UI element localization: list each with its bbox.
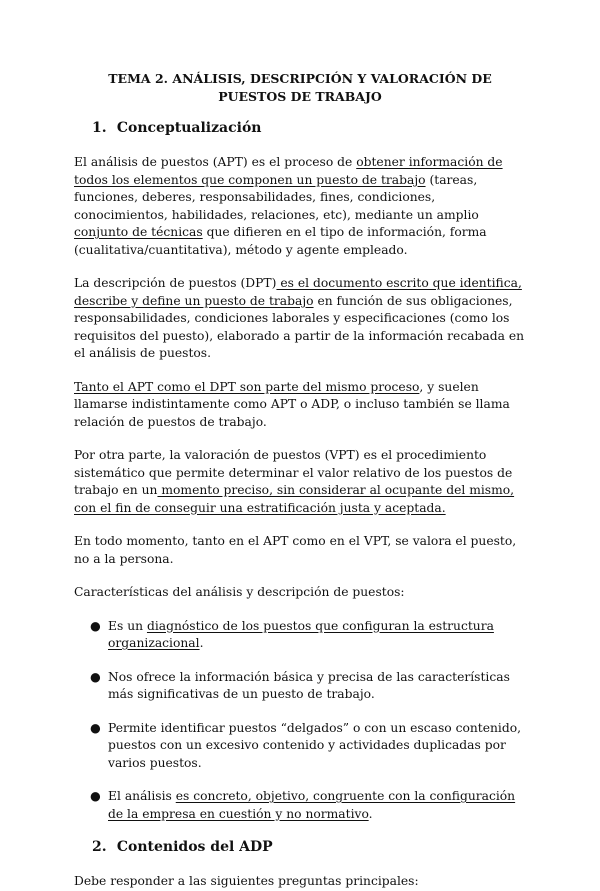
text-run: Permite identificar puestos “delgados” o con un escaso contenido, puestos con un excesivo contenido y actividades duplicadas por varios puestos. (108, 720, 522, 770)
underlined-text: diagnóstico de los puestos que configuran la estructura organizacional (108, 618, 494, 650)
list-item (90, 669, 526, 704)
text-run: . (368, 806, 373, 821)
list-item (90, 788, 526, 823)
paragraph-apt-dpt-relation (74, 379, 526, 432)
text-run: en función de sus obligaciones, responsabilidades, condiciones laborales y especificaciones (como los requisitos del puesto), elaborado a partir de la información recabada en el análisis de puestos. (74, 293, 525, 360)
paragraph-questions-intro: Debe responder a las siguientes preguntas principales: (74, 874, 419, 888)
section-label: Contenidos del ADP (116, 839, 273, 855)
text-run: que difieren en el tipo de información, forma (cualitativa/cuantitativa), método y agente empleado. (74, 225, 487, 257)
paragraph-vpt-definition (74, 447, 526, 517)
text-run: La descripción de puestos (DPT) (74, 276, 277, 290)
text-run: El análisis de puestos (APT) es el proceso de (74, 155, 357, 169)
bullet-icon: ● (90, 618, 101, 633)
underlined-text: momento preciso, sin considerar al ocupante del mismo, con el fin de conseguir una estratificación justa y aceptada. (74, 483, 515, 515)
underlined-text: conjunto de técnicas (74, 225, 203, 239)
characteristics-list (74, 618, 526, 824)
paragraph-valuation-note: En todo momento, tanto en el APT como en el VPT, se valora el puesto, no a la persona. (74, 534, 517, 566)
section-label: Conceptualización (116, 120, 262, 136)
list-item (90, 618, 526, 653)
section-heading-conceptualizacion (74, 120, 526, 136)
bullet-icon: ● (90, 789, 101, 803)
document-title: TEMA 2. ANÁLISIS, DESCRIPCIÓN Y VALORACIÓN DE PUESTOS DE TRABAJO (108, 71, 492, 104)
section-heading-contenidos (74, 839, 526, 855)
section-number: 2. (92, 839, 107, 855)
paragraph-apt-definition (74, 154, 526, 259)
paragraph-dpt-definition (74, 275, 526, 363)
list-item (90, 720, 526, 773)
underlined-text: es concreto, objetivo, congruente con la configuración de la empresa en cuestión y no normativo (108, 789, 516, 821)
text-run: . (199, 636, 204, 650)
text-run: Por otra parte, la valoración de puestos (VPT) es el procedimiento sistemático que permite determinar el valor relativo de los puestos de trabajo en un (74, 448, 513, 497)
bullet-icon: ● (90, 669, 101, 684)
bullet-icon: ● (90, 720, 101, 735)
text-run: , y suelen llamarse indistintamente como APT o ADP, o incluso también se llama relación de puestos de trabajo. (74, 379, 510, 429)
paragraph-characteristics-intro: Características del análisis y descripción de puestos: (74, 585, 405, 599)
section-number: 1. (92, 120, 107, 136)
underlined-text: obtener información de todos los elementos que componen un puesto de trabajo (74, 155, 503, 187)
text-run: El análisis (108, 789, 176, 803)
underlined-text: es el documento escrito que identifica, describe y define un puesto de trabajo (74, 276, 522, 308)
underlined-text: Tanto el APT como el DPT son parte del mismo proceso (74, 379, 420, 394)
text-run: Nos ofrece la información básica y precisa de las características más significativas de un puesto de trabajo. (108, 669, 510, 701)
text-run: Es un (108, 618, 147, 633)
text-run: (tareas, funciones, deberes, responsabilidades, fines, condiciones, conocimientos, habilidades, relaciones, etc), mediante un amplio (74, 172, 479, 222)
